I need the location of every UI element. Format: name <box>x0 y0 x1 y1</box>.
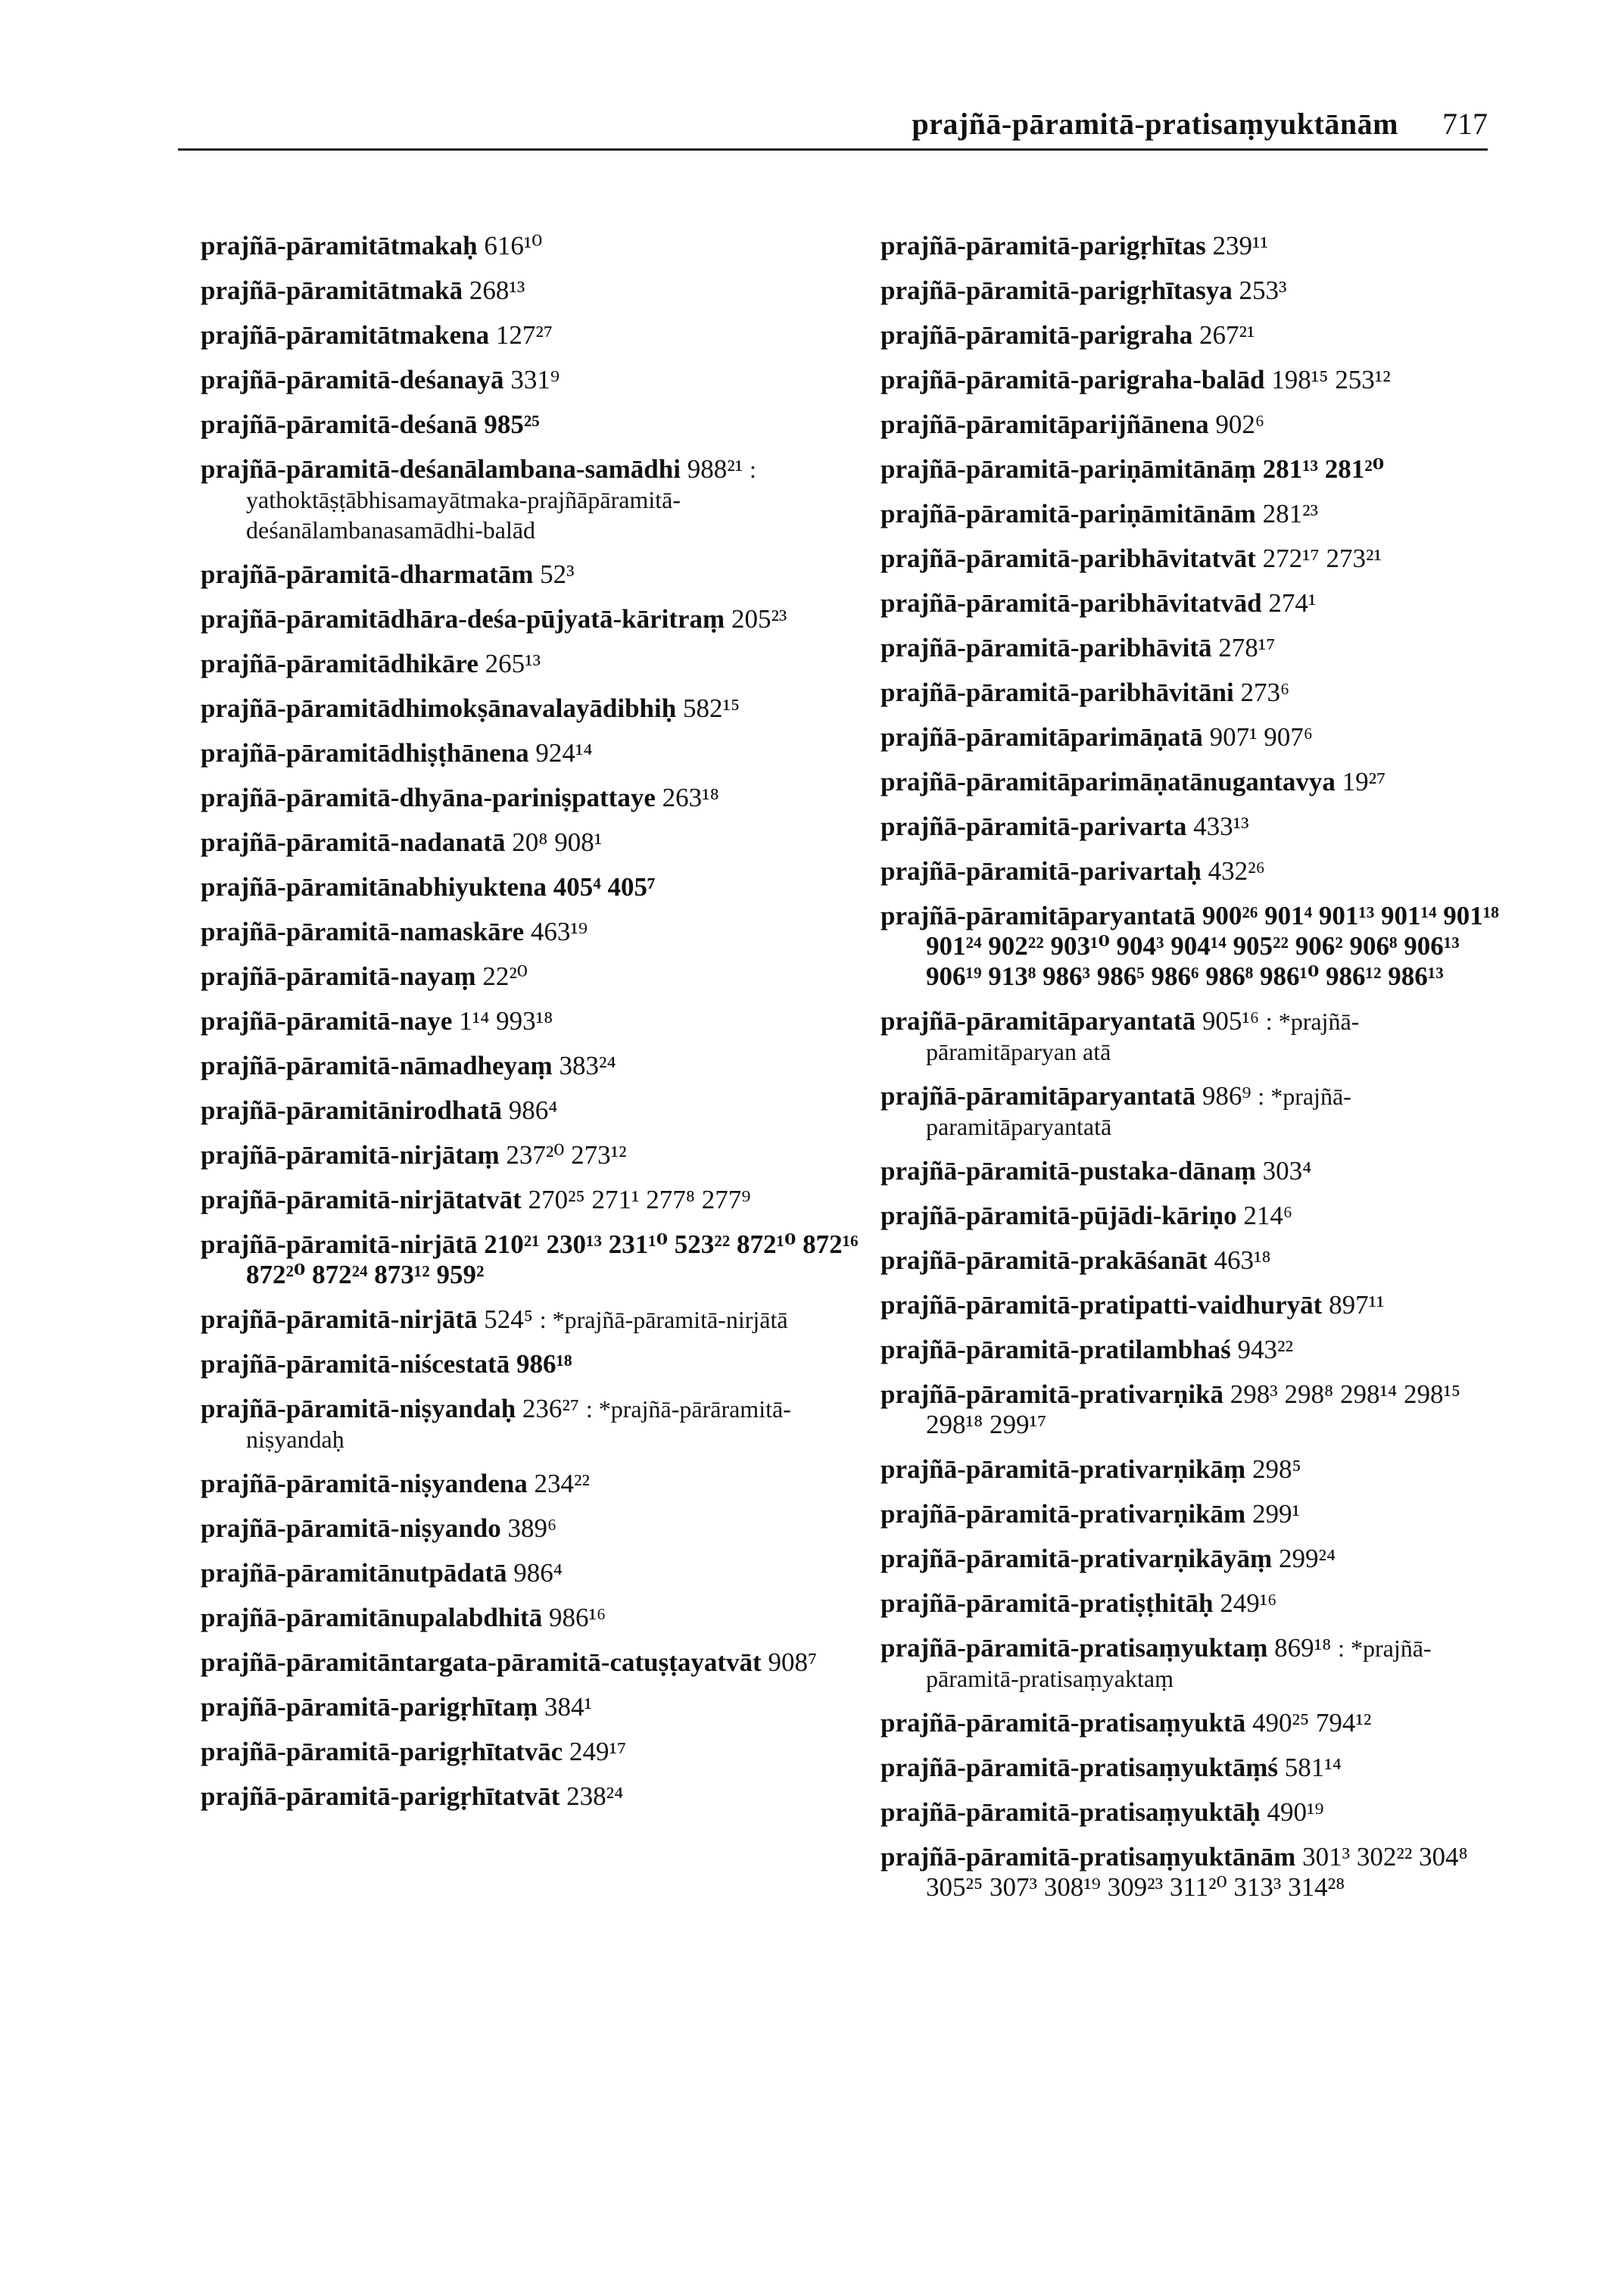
running-header <box>178 98 1488 151</box>
index-entry <box>201 1737 859 1767</box>
entry-references: 988²¹ <box>687 454 743 484</box>
index-entry <box>881 767 1501 797</box>
entry-headword: prajñā-pāramitātmakena <box>201 320 490 350</box>
entry-headword: prajñā-pāramitādhiṣṭhānena <box>201 738 529 768</box>
entry-headword: prajñā-pāramitā-niścestatā <box>201 1349 510 1379</box>
entry-references: 582¹⁵ <box>682 693 740 723</box>
entry-references: 897¹¹ <box>1329 1290 1385 1320</box>
entry-references: 52³ <box>540 559 575 589</box>
entry-references: 268¹³ <box>469 276 525 305</box>
entry-references: 249¹⁶ <box>1220 1588 1277 1618</box>
right-column <box>881 231 1501 1917</box>
index-entry <box>201 828 859 858</box>
entry-references: 270²⁵ 271¹ 277⁸ 277⁹ <box>528 1185 751 1214</box>
entry-references: 986¹⁶ <box>548 1603 606 1632</box>
entry-references: 303⁴ <box>1262 1156 1312 1186</box>
entry-references: 281¹³ 281²⁰ <box>1262 454 1385 484</box>
entry-headword: prajñā-pāramitā-parigṛhītasya <box>881 276 1233 305</box>
index-entry <box>881 1245 1501 1276</box>
entry-headword: prajñā-pāramitā-dhyāna-pariniṣpattaye <box>201 783 656 812</box>
index-entry <box>881 410 1501 440</box>
entry-headword: prajñā-pāramitā-pustaka-dānaṃ <box>881 1156 1256 1186</box>
index-entry <box>881 1454 1501 1485</box>
entry-headword: prajñā-pāramitā-parigṛhītatvāc <box>201 1737 563 1766</box>
index-entry <box>201 1140 859 1170</box>
entry-headword: prajñā-pāramitā-prativarṇikāyāṃ <box>881 1544 1273 1573</box>
index-entry <box>201 1692 859 1722</box>
entry-references: 210²¹ 230¹³ 231¹⁰ 523²² 872¹⁰ 872¹⁶ 872²⁰ 872²⁴ 873¹² 959² <box>246 1230 859 1289</box>
index-entry <box>881 722 1501 753</box>
index-entry <box>881 678 1501 708</box>
entry-headword: prajñā-pāramitā-pratipatti-vaidhuryāt <box>881 1290 1323 1320</box>
left-column <box>201 231 859 1826</box>
entry-references: 239¹¹ <box>1212 231 1268 260</box>
entry-headword: prajñā-pāramitā-nirjātā <box>201 1230 478 1259</box>
index-entry <box>201 1558 859 1588</box>
entry-headword: prajñā-pāramitāparyantatā <box>881 901 1196 930</box>
entry-headword: prajñā-pāramitā-nayaṃ <box>201 962 476 991</box>
entry-headword: prajñā-pāramitā-nadanatā <box>201 828 506 857</box>
index-entry <box>201 783 859 813</box>
entry-references: 237²⁰ 273¹² <box>506 1140 627 1170</box>
entry-references: 205²³ <box>731 604 787 634</box>
entry-references: 902⁶ <box>1215 410 1265 439</box>
entry-references: 20⁸ 908¹ <box>512 828 603 857</box>
entry-headword: prajñā-pāramitādhimokṣānavalayādibhiḥ <box>201 693 677 723</box>
index-entry <box>201 231 859 261</box>
entry-references: 272¹⁷ 273²¹ <box>1262 544 1382 573</box>
entry-references: 267²¹ <box>1199 320 1255 350</box>
entry-references: 299²⁴ <box>1278 1544 1336 1573</box>
entry-note: : *prajñā-pāramitā-pratisaṃyaktaṃ <box>926 1635 1432 1692</box>
entry-references: 986⁴ <box>513 1558 563 1588</box>
entry-headword: prajñā-pāramitādhāra-deśa-pūjyatā-kāritraṃ <box>201 604 725 634</box>
entry-references: 383²⁴ <box>559 1051 616 1080</box>
page-number: 717 <box>1442 107 1488 141</box>
index-entry <box>201 454 859 545</box>
entry-references: 278¹⁷ <box>1218 633 1276 662</box>
index-entry <box>201 917 859 947</box>
index-entry <box>201 1349 859 1379</box>
entry-headword: prajñā-pāramitā-parigṛhītaṃ <box>201 1692 538 1722</box>
index-entry <box>881 856 1501 887</box>
entry-references: 900²⁶ 901⁴ 901¹³ 901¹⁴ 901¹⁸ 901²⁴ 902²² 903¹⁰ 904³ 904¹⁴ 905²² 906² 906⁸ 906¹³ 906¹⁹ 913⁸ 986³ 986⁵ 986⁶ 986⁸ 986¹⁰ 986¹² 986¹³ <box>926 901 1499 991</box>
entry-headword: prajñā-pāramitā-nāmadheyaṃ <box>201 1051 553 1080</box>
entry-headword: prajñā-pāramitā-niṣyandaḥ <box>201 1394 516 1423</box>
entry-headword: prajñā-pāramitā-dharmatām <box>201 559 534 589</box>
entry-headword: prajñā-pāramitā-deśanālambana-samādhi <box>201 454 681 484</box>
entry-references: 234²² <box>534 1469 590 1498</box>
entry-headword: prajñā-pāramitā-deśanā <box>201 410 478 439</box>
index-entry <box>201 1006 859 1036</box>
entry-references: 869¹⁸ <box>1274 1633 1332 1663</box>
index-entry <box>881 1379 1501 1440</box>
entry-references: 298³ 298⁸ 298¹⁴ 298¹⁵ 298¹⁸ 299¹⁷ <box>926 1379 1461 1439</box>
entry-references: 22²⁰ <box>482 962 528 991</box>
entry-references: 463¹⁸ <box>1214 1245 1271 1275</box>
entry-headword: prajñā-pāramitā-pratilambhaś <box>881 1335 1231 1364</box>
index-entry <box>201 1394 859 1454</box>
index-entry <box>881 1335 1501 1365</box>
index-entry <box>881 1708 1501 1738</box>
index-entry <box>201 410 859 440</box>
entry-references: 524⁵ <box>484 1304 533 1334</box>
entry-headword: prajñā-pāramitāparimāṇatā <box>881 722 1203 752</box>
entry-headword: prajñā-pāramitā-namaskāre <box>201 917 525 946</box>
entry-headword: prajñā-pāramitāntargata-pāramitā-catuṣṭayatvāt <box>201 1647 762 1677</box>
entry-references: 490¹⁹ <box>1267 1797 1324 1827</box>
index-entry <box>881 1499 1501 1529</box>
index-entry <box>201 1603 859 1633</box>
entry-headword: prajñā-pāramitā-parigṛhītatvāt <box>201 1781 560 1811</box>
index-entry <box>201 1513 859 1544</box>
index-entry <box>881 365 1501 395</box>
index-entry <box>881 499 1501 529</box>
entry-note: : *prajñā-pāramitā-nirjātā <box>539 1306 788 1333</box>
entry-headword: prajñā-pāramitā-parigraha <box>881 320 1193 350</box>
index-entry <box>881 1633 1501 1694</box>
index-entry <box>881 454 1501 485</box>
index-entry <box>201 693 859 724</box>
entry-headword: prajñā-pāramitā-prativarṇikā <box>881 1379 1224 1409</box>
index-entry <box>201 604 859 634</box>
entry-headword: prajñā-pāramitānutpādatā <box>201 1558 507 1588</box>
entry-headword: prajñā-pāramitānupalabdhitā <box>201 1603 543 1632</box>
entry-references: 389⁶ <box>507 1513 557 1543</box>
entry-references: 253³ <box>1239 276 1287 305</box>
entry-note: : yathoktāṣṭābhisamayātmaka-prajñāpāramitā-deśanālambanasamādhi-balād <box>246 456 756 544</box>
entry-references: 943²² <box>1237 1335 1294 1364</box>
entry-headword: prajñā-pāramitātmakā <box>201 276 463 305</box>
entry-references: 1¹⁴ 993¹⁸ <box>459 1006 553 1036</box>
index-entry <box>201 1096 859 1126</box>
entry-headword: prajñā-pāramitāparyantatā <box>881 1006 1196 1036</box>
entry-references: 301³ 302²² 304⁸ 305²⁵ 307³ 308¹⁹ 309²³ 311²⁰ 313³ 314²⁸ <box>926 1842 1468 1902</box>
entry-references: 907¹ 907⁶ <box>1209 722 1314 752</box>
entry-references: 986¹⁸ <box>516 1349 572 1379</box>
entry-references: 581¹⁴ <box>1284 1753 1342 1782</box>
index-entry <box>201 1230 859 1290</box>
entry-headword: prajñā-pāramitā-paribhāvitatvād <box>881 588 1262 618</box>
entry-headword: prajñā-pāramitā-pūjādi-kāriṇo <box>881 1201 1237 1230</box>
entry-headword: prajñā-pāramitātmakaḥ <box>201 231 478 260</box>
entry-references: 490²⁵ 794¹² <box>1252 1708 1372 1738</box>
index-entry <box>881 1156 1501 1186</box>
entry-note: : *prajñā-pārāramitā-niṣyandaḥ <box>246 1395 791 1453</box>
entry-references: 274¹ <box>1268 588 1317 618</box>
index-entry <box>201 365 859 395</box>
entry-references: 281²³ <box>1262 499 1319 528</box>
index-entry <box>201 1469 859 1499</box>
entry-headword: prajñā-pāramitā-parigṛhītas <box>881 231 1206 260</box>
entry-references: 986⁹ <box>1202 1081 1252 1111</box>
entry-note: : *prajñā-paramitāparyantatā <box>926 1083 1351 1140</box>
index-entry <box>201 962 859 992</box>
entry-references: 19²⁷ <box>1342 767 1386 796</box>
entry-references: 298⁵ <box>1252 1454 1301 1484</box>
index-entry <box>881 588 1501 619</box>
entry-references: 616¹⁰ <box>484 231 543 260</box>
index-entry <box>881 1842 1501 1903</box>
index-entry <box>201 1304 859 1335</box>
index-entry <box>881 1290 1501 1320</box>
entry-headword: prajñā-pāramitā-nirjātā <box>201 1304 478 1334</box>
entry-references: 263¹⁸ <box>662 783 719 812</box>
entry-references: 127²⁷ <box>495 320 553 350</box>
entry-references: 238²⁴ <box>566 1781 624 1811</box>
entry-references: 405⁴ 405⁷ <box>553 872 656 902</box>
entry-references: 986⁴ <box>508 1096 558 1125</box>
entry-references: 214⁶ <box>1243 1201 1293 1230</box>
entry-headword: prajñā-pāramitā-paribhāvitatvāt <box>881 544 1256 573</box>
entry-headword: prajñā-pāramitādhikāre <box>201 649 478 678</box>
index-entry <box>881 276 1501 306</box>
index-entry <box>201 1185 859 1215</box>
entry-headword: prajñā-pāramitāparimāṇatānugantavya <box>881 767 1336 796</box>
entry-references: 432²⁶ <box>1208 856 1265 886</box>
entry-references: 384¹ <box>544 1692 592 1722</box>
index-entry <box>201 320 859 351</box>
index-entry <box>201 276 859 306</box>
index-entry <box>881 1753 1501 1783</box>
index-entry <box>201 1781 859 1812</box>
entry-headword: prajñā-pāramitā-paribhāvitāni <box>881 678 1234 707</box>
index-entry <box>881 812 1501 842</box>
index-entry <box>201 1051 859 1081</box>
entry-references: 198¹⁵ 253¹² <box>1271 365 1391 394</box>
entry-references: 908⁷ <box>768 1647 818 1677</box>
entry-headword: prajñā-pāramitānabhiyuktena <box>201 872 547 902</box>
entry-references: 463¹⁹ <box>530 917 588 946</box>
entry-headword: prajñā-pāramitā-niṣyando <box>201 1513 501 1543</box>
entry-headword: prajñā-pāramitā-pratisaṃyuktā <box>881 1708 1246 1738</box>
entry-headword: prajñā-pāramitā-deśanayā <box>201 365 504 394</box>
entry-headword: prajñā-pāramitā-niṣyandena <box>201 1469 528 1498</box>
entry-headword: prajñā-pāramitānirodhatā <box>201 1096 502 1125</box>
entry-headword: prajñā-pāramitāparijñānena <box>881 410 1209 439</box>
entry-references: 273⁶ <box>1240 678 1290 707</box>
entry-references: 905¹⁶ <box>1202 1006 1260 1036</box>
entry-references: 985²⁵ <box>484 410 540 439</box>
index-entry <box>881 231 1501 261</box>
entry-headword: prajñā-pāramitā-pratisaṃyuktāḥ <box>881 1797 1261 1827</box>
entry-references: 249¹⁷ <box>569 1737 627 1766</box>
entry-headword: prajñā-pāramitā-pratisaṃyuktaṃ <box>881 1633 1268 1663</box>
entry-headword: prajñā-pāramitā-pratisaṃyuktāṃś <box>881 1753 1278 1782</box>
index-entry <box>881 544 1501 574</box>
entry-headword: prajñā-pāramitā-parivartaḥ <box>881 856 1202 886</box>
entry-headword: prajñā-pāramitā-prativarṇikāṃ <box>881 1454 1246 1484</box>
entry-references: 433¹³ <box>1193 812 1249 841</box>
entry-references: 924¹⁴ <box>535 738 593 768</box>
index-entry <box>881 901 1501 992</box>
entry-headword: prajñā-pāramitā-pratisaṃyuktānām <box>881 1842 1296 1872</box>
entry-headword: prajñā-pāramitā-nirjātaṃ <box>201 1140 500 1170</box>
entry-references: 299¹ <box>1252 1499 1300 1529</box>
entry-headword: prajñā-pāramitā-pratiṣṭhitāḥ <box>881 1588 1214 1618</box>
entry-headword: prajñā-pāramitāparyantatā <box>881 1081 1196 1111</box>
index-entry <box>881 1081 1501 1142</box>
index-entry <box>881 1797 1501 1828</box>
index-entry <box>201 1647 859 1678</box>
entry-headword: prajñā-pāramitā-pariṇāmitānām <box>881 499 1256 528</box>
entry-headword: prajñā-pāramitā-prativarṇikām <box>881 1499 1246 1529</box>
entry-headword: prajñā-pāramitā-pariṇāmitānāṃ <box>881 454 1256 484</box>
index-entry <box>881 1201 1501 1231</box>
index-entry <box>881 1544 1501 1574</box>
entry-references: 331⁹ <box>510 365 560 394</box>
running-title: prajñā-pāramitā-pratisaṃyuktānām <box>912 107 1398 141</box>
entry-headword: prajñā-pāramitā-prakāśanāt <box>881 1245 1208 1275</box>
entry-headword: prajñā-pāramitā-parigraha-balād <box>881 365 1265 394</box>
index-entry <box>201 872 859 902</box>
entry-note: : *prajñā-pāramitāparyan atā <box>926 1008 1360 1065</box>
entry-headword: prajñā-pāramitā-nirjātatvāt <box>201 1185 522 1214</box>
entry-references: 265¹³ <box>485 649 541 678</box>
entry-headword: prajñā-pāramitā-parivarta <box>881 812 1187 841</box>
index-entry <box>201 559 859 590</box>
entry-references: 236²⁷ <box>522 1394 580 1423</box>
index-entry <box>201 649 859 679</box>
entry-headword: prajñā-pāramitā-paribhāvitā <box>881 633 1212 662</box>
entry-headword: prajñā-pāramitā-naye <box>201 1006 453 1036</box>
index-entry <box>881 633 1501 663</box>
index-entry <box>881 1588 1501 1619</box>
index-entry <box>201 738 859 768</box>
index-entry <box>881 1006 1501 1067</box>
index-entry <box>881 320 1501 351</box>
